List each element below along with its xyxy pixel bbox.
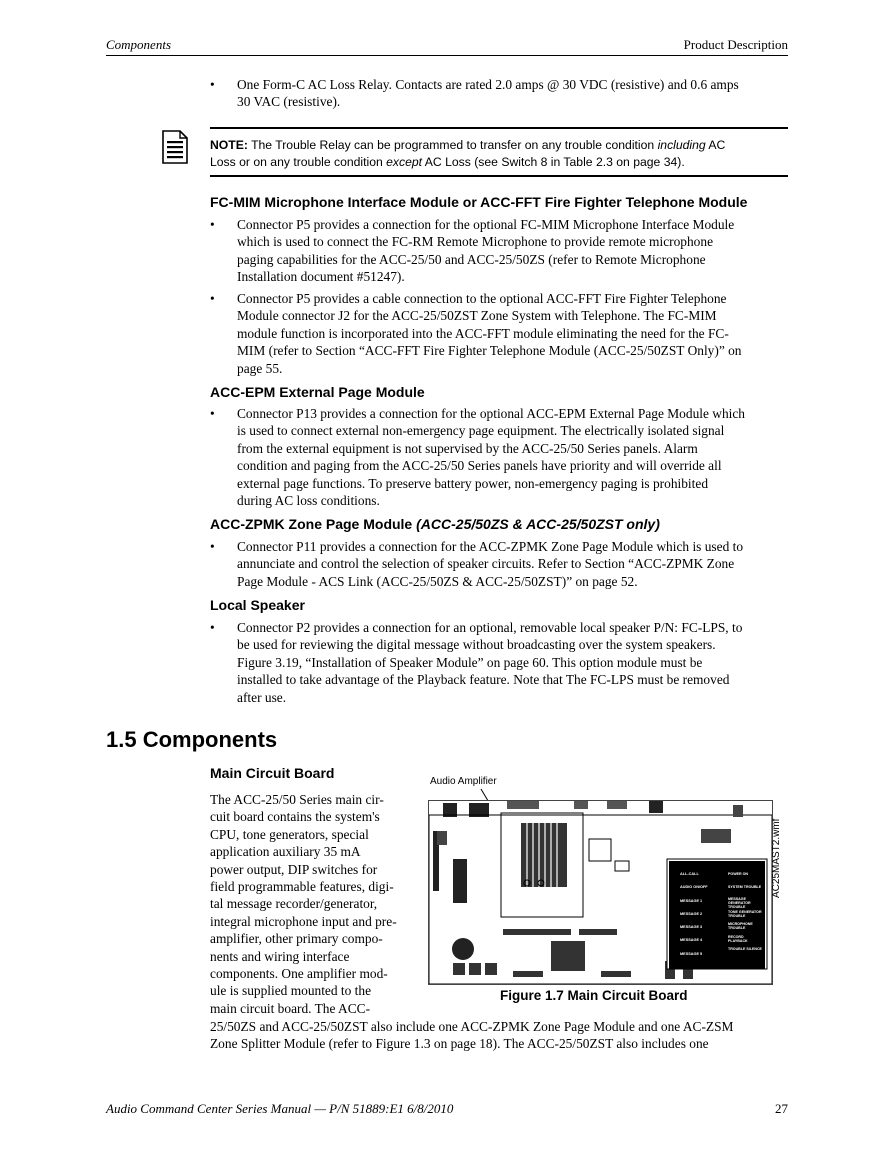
circuit-board-figure <box>428 800 773 985</box>
list-item: • Connector P2 provides a connection for an optional, removable local speaker P/N: FC-LPS, to be used for reviewing the digital message without broadcasting over the system speakers. Figure 3.19, “Installation of Speaker Module” on page 60. This option module must be installed to take advantage of the Playback feature. Note that The FC-LPS must be removed after use. <box>210 619 788 707</box>
running-header-left: Components <box>106 37 171 52</box>
figure-caption: Figure 1.7 Main Circuit Board <box>500 988 688 1003</box>
control-panel <box>670 864 764 970</box>
panel-button-label: AUDIO ON/OFF <box>680 885 708 890</box>
text-line: Connector P2 provides a connection for an optional, removable local speaker P/N: FC-LPS, to <box>237 620 743 635</box>
section-heading: ACC-EPM External Page Module <box>210 384 425 400</box>
panel-led-label: TROUBLE SILENCE <box>728 947 762 951</box>
note-box <box>210 127 788 177</box>
section-heading: ACC-ZPMK Zone Page Module (ACC-25/50ZS & ACC-25/50ZST only) <box>210 516 660 532</box>
panel-button-label: MESSAGE 5 <box>680 951 703 956</box>
text-line: Installation document #51247). <box>237 269 405 285</box>
list-item: • Connector P5 provides a connection for the optional FC-MIM Microphone Interface Module which is used to connect the FC-RM Remote Microphone to provide remote microphone paging capabilities for the ACC-25/50 and ACC-25/50ZS (refer to Remote Microphone Installation document #51247). <box>210 216 788 288</box>
section-heading: Local Speaker <box>210 597 305 613</box>
text-line: paging capabilities for the ACC-25/50 and ACC-25/50ZS (refer to Remote Microphone <box>237 251 706 267</box>
text-line: which is used to connect the FC-RM Remote Microphone to provide remote microphone <box>237 234 714 250</box>
text-line: external page functions. To preserve battery power, non-emergency paging is prohibited <box>237 475 709 491</box>
panel-led-label: MESSAGE GENERATOR TROUBLE <box>728 897 751 909</box>
panel-button-label: MESSAGE 2 <box>680 911 703 916</box>
text-line: One Form-C AC Loss Relay. Contacts are rated 2.0 amps @ 30 VDC (resistive) and 0.6 amps <box>237 77 739 92</box>
text-line: MIM (refer to Section “ACC-FFT Fire Fighter Telephone Module (ACC-25/50ZST Only)” on <box>237 343 742 359</box>
paragraph-wide: 25/50ZS and ACC-25/50ZST also include one ACC-ZPMK Zone Page Module and one AC-ZSM Zone Splitter Module (refer to Figure 1.3 on page 18). The ACC-25/50ZST also includes one <box>210 1019 734 1052</box>
panel-button-label: ALL-CALL <box>680 872 699 876</box>
text-line: condition and paging from the ACC-25/50 Series panels have priority and will override all <box>237 458 722 474</box>
text-line: Figure 3.19, “Installation of Speaker Module” on page 60. This option module must be <box>237 654 703 670</box>
text-line: Page Module - ACS Link (ACC-25/50ZS & ACC-25/50ZST)” on page 52. <box>237 573 638 589</box>
list-item: • Connector P5 provides a cable connection to the optional ACC-FFT Fire Fighter Telephone Module connector J2 for the ACC-25/50ZST Zone System with Telephone. The FC-MIM module function is incorporated into the ACC-FFT module eliminating the need for the FC- MIM (refer to Section “ACC-FFT Fire Fighter Telephone Module (ACC-25/50ZST Only)” on page 55. <box>210 290 788 378</box>
panel-button-label: MESSAGE 4 <box>680 938 703 943</box>
paragraph-narrow: The ACC-25/50 Series main cir- cuit board contains the system's CPU, tone generators, special application auxiliary 35 mA power output, DIP switches for field programmable features, digi- tal message recorder/generator, integral microphone input and pre- amplifier, other primary compo- nents and wiring interface components. One amplifier mod- ule is supplied mounted to the main circuit board. The ACC- <box>210 792 397 1016</box>
text-line: is used to connect external non-emergency page equipment. The electrically isolated signal <box>237 423 725 439</box>
text-line: annunciate and control the selection of speaker circuits. Refer to Section “ACC-ZPMK Zone <box>237 556 735 572</box>
section-heading: FC-MIM Microphone Interface Module or ACC-FFT Fire Fighter Telephone Module <box>210 194 748 210</box>
footer-left: Audio Command Center Series Manual — P/N 51889:E1 6/8/2010 <box>106 1101 454 1116</box>
text-line: Connector P5 provides a connection for the optional FC-MIM Microphone Interface Module <box>237 217 735 232</box>
list-item: • One Form-C AC Loss Relay. Contacts are rated 2.0 amps @ 30 VDC (resistive) and 0.6 amps 30 VAC (resistive). <box>210 76 788 112</box>
text-line: from the external equipment is not supervised by the ACC-25/50 Series panels. Alarm <box>237 440 698 456</box>
header-rule <box>106 55 788 56</box>
panel-led-label: RECORD PLAYBACK <box>728 934 748 943</box>
list-item: • Connector P11 provides a connection for the ACC-ZPMK Zone Page Module which is used to annunciate and control the selection of speaker circuits. Refer to Section “ACC-ZPMK Zone Page Module - ACS Link (ACC-25/50ZS & ACC-25/50ZST)” on page 52. <box>210 538 788 592</box>
note-label: NOTE: <box>210 138 248 152</box>
text-line: module function is incorporated into the ACC-FFT module eliminating the need for the FC- <box>237 325 729 341</box>
list-item: • Connector P13 provides a connection for the optional ACC-EPM External Page Module which is used to connect external non-emergency page equipment. The electrically isolated signal from the external equipment is not supervised by the ACC-25/50 Series panels. Alarm condition and paging from the ACC-25/50 Series panels have priority and will override all external page functions. To preserve battery power, non-emergency paging is prohibited during AC loss conditions. <box>210 405 788 511</box>
panel-led-label: MICROPHONE TROUBLE <box>728 922 753 930</box>
figure-callout: Audio Amplifier <box>430 776 497 787</box>
text-line: during AC loss conditions. <box>237 493 380 509</box>
text-line: 30 VAC (resistive). <box>237 94 341 110</box>
running-header-right: Product Description <box>683 37 788 52</box>
text-line: installed to take advantage of the Playback feature. Note that The FC-LPS must be removed <box>237 672 730 688</box>
page-number: 27 <box>775 1101 788 1116</box>
text-line: after use. <box>237 689 287 705</box>
panel-button-label: MESSAGE 1 <box>680 898 703 903</box>
text-line: Connector P11 provides a connection for the ACC-ZPMK Zone Page Module which is used to <box>237 539 744 554</box>
panel-led-label: TONE GENERATOR TROUBLE <box>728 909 762 918</box>
section-title: 1.5 Components <box>106 727 278 752</box>
subsection-heading: Main Circuit Board <box>210 765 335 781</box>
note-text: NOTE: The Trouble Relay can be programmed to transfer on any trouble condition including AC Loss or on any trouble condition except AC Loss (see Switch 8 in Table 2.3 on page 34). <box>210 138 726 169</box>
text-line: Connector P5 provides a cable connection to the optional ACC-FFT Fire Fighter Telephone <box>237 291 727 306</box>
panel-led-label: SYSTEM TROUBLE <box>728 884 762 889</box>
text-line: Connector P13 provides a connection for the optional ACC-EPM External Page Module which <box>237 406 746 421</box>
text-line: Module connector J2 for the ACC-25/50ZST Zone System with Telephone. The FC-MIM <box>237 308 717 324</box>
panel-button-label: MESSAGE 3 <box>680 925 703 929</box>
panel-led-label: POWER ON <box>728 872 748 876</box>
figure-file-label: AC25MAST2.wmf <box>771 818 782 898</box>
text-line: page 55. <box>237 360 283 376</box>
text-line: be used for reviewing the digital message without broadcasting over the system speakers. <box>237 637 716 653</box>
note-icon <box>161 130 189 164</box>
